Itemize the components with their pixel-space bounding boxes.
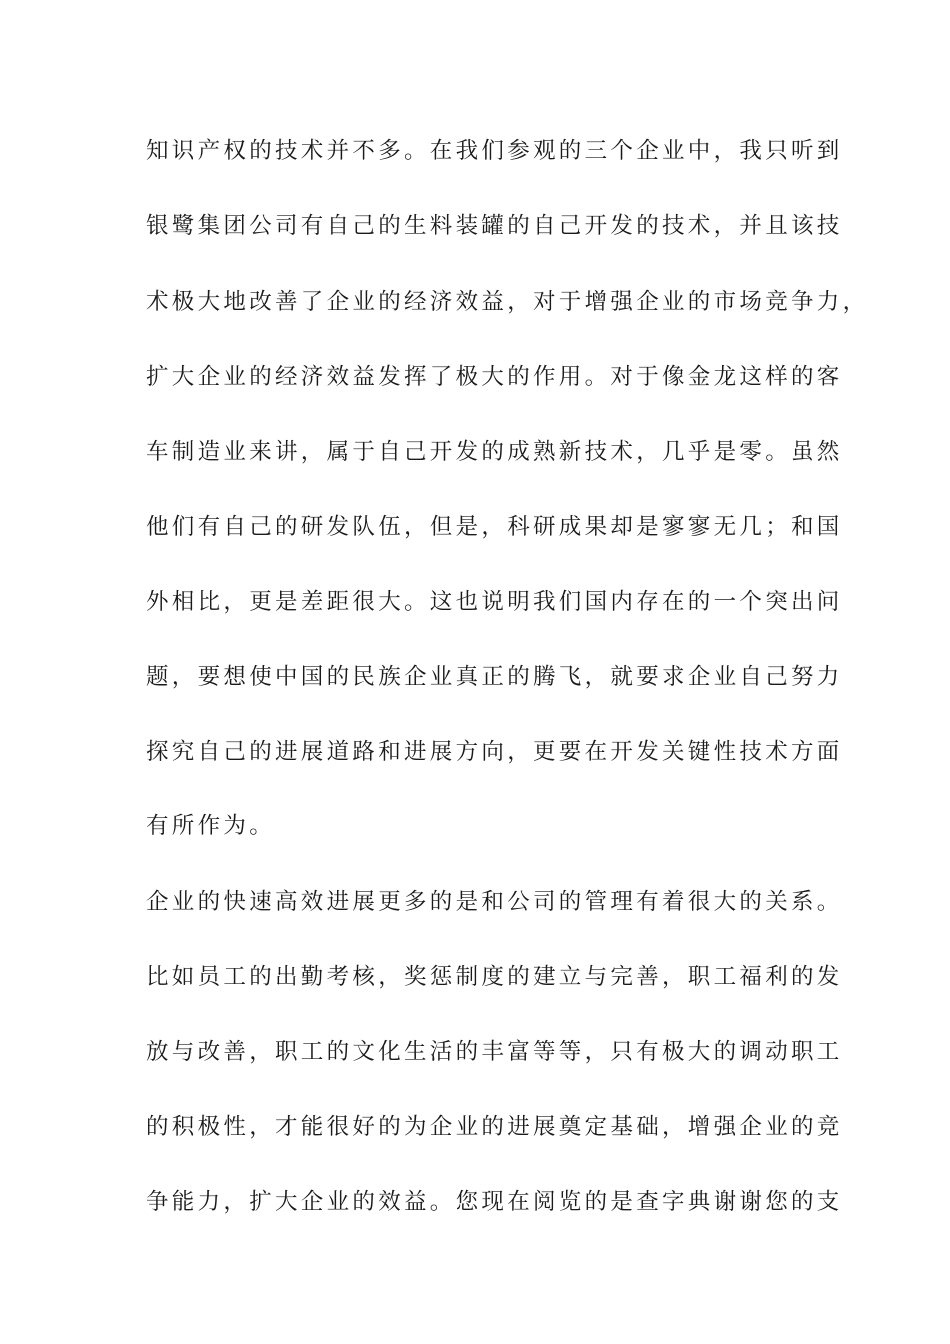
text-line: 比如员工的出勤考核，奖惩制度的建立与完善，职工福利的发	[146, 964, 843, 990]
text-line: 术极大地改善了企业的经济效益，对于增强企业的市场竞争力，	[146, 289, 869, 315]
text-line: 有所作为。	[146, 813, 276, 839]
text-line: 的积极性，才能很好的为企业的进展奠定基础，增强企业的竞	[146, 1114, 843, 1140]
text-line: 争能力，扩大企业的效益。您现在阅览的是查字典谢谢您的支	[146, 1189, 843, 1215]
text-line: 他们有自己的研发队伍，但是，科研成果却是寥寥无几；和国	[146, 514, 843, 540]
text-line: 银鹭集团公司有自己的生料装罐的自己开发的技术，并且该技	[146, 213, 843, 239]
text-line: 题，要想使中国的民族企业真正的腾飞，就要求企业自己努力	[146, 664, 843, 690]
text-line: 扩大企业的经济效益发挥了极大的作用。对于像金龙这样的客	[146, 364, 843, 390]
text-line: 探究自己的进展道路和进展方向，更要在开发关键性技术方面	[146, 739, 843, 765]
text-line: 放与改善，职工的文化生活的丰富等等，只有极大的调动职工	[146, 1039, 843, 1065]
text-line: 企业的快速高效进展更多的是和公司的管理有着很大的关系。	[146, 889, 843, 915]
text-line: 车制造业来讲，属于自己开发的成熟新技术，几乎是零。虽然	[146, 439, 843, 465]
text-line: 知识产权的技术并不多。在我们参观的三个企业中，我只听到	[146, 138, 843, 164]
text-line: 外相比，更是差距很大。这也说明我们国内存在的一个突出问	[146, 589, 843, 615]
